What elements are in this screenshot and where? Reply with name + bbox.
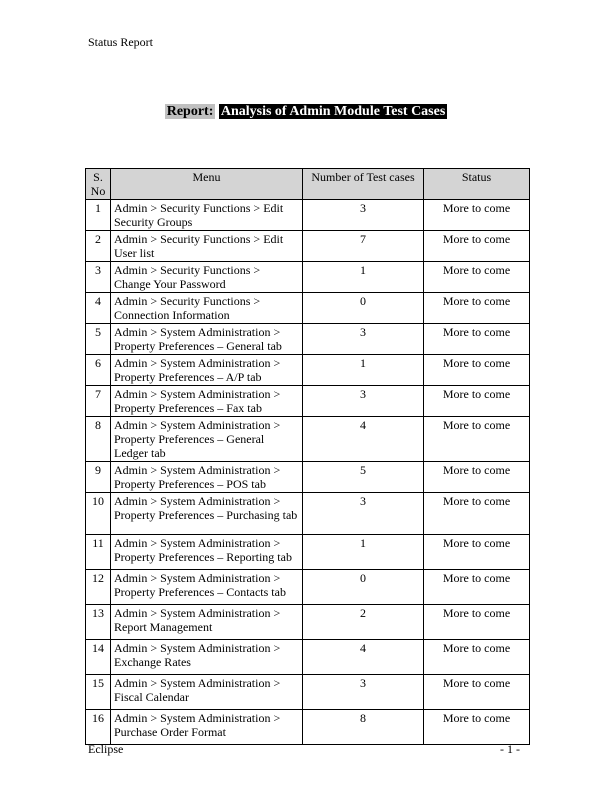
cell-status: More to come: [424, 640, 530, 675]
table-row: [86, 324, 530, 355]
cell-status: More to come: [424, 605, 530, 640]
cell-sno: 10: [86, 493, 111, 535]
cell-sno: 3: [86, 262, 111, 293]
cell-count: 5: [303, 462, 424, 493]
cell-sno: 15: [86, 675, 111, 710]
cell-menu: Admin > Security Functions > Connection Information: [111, 293, 303, 324]
cell-status: More to come: [424, 710, 530, 745]
cell-status: More to come: [424, 386, 530, 417]
cell-sno: 14: [86, 640, 111, 675]
table-row: [86, 640, 530, 675]
page-header: Status Report: [88, 35, 153, 49]
column-header-sno: S. No: [86, 169, 111, 200]
cell-status: More to come: [424, 293, 530, 324]
table-row: [86, 417, 530, 462]
report-label: Report:: [166, 104, 214, 119]
table-row: [86, 293, 530, 324]
cell-count: 8: [303, 710, 424, 745]
cell-sno: 9: [86, 462, 111, 493]
cell-sno: 5: [86, 324, 111, 355]
cell-status: More to come: [424, 535, 530, 570]
cell-sno: 16: [86, 710, 111, 745]
table-row: [86, 710, 530, 745]
cell-count: 3: [303, 200, 424, 231]
cell-status: More to come: [424, 200, 530, 231]
cell-count: 4: [303, 417, 424, 462]
cell-status: More to come: [424, 675, 530, 710]
cell-menu: Admin > Security Functions > Change Your Password: [111, 262, 303, 293]
column-header-menu: Menu: [111, 169, 303, 200]
cell-menu: Admin > System Administration > Property Preferences – POS tab: [111, 462, 303, 493]
cell-count: 3: [303, 386, 424, 417]
column-header-count: Number of Test cases: [303, 169, 424, 200]
table-row: [86, 535, 530, 570]
cell-status: More to come: [424, 462, 530, 493]
cell-status: More to come: [424, 324, 530, 355]
cell-sno: 6: [86, 355, 111, 386]
cell-count: 2: [303, 605, 424, 640]
cell-sno: 7: [86, 386, 111, 417]
table-row: [86, 462, 530, 493]
cell-status: More to come: [424, 570, 530, 605]
cell-count: 0: [303, 570, 424, 605]
cell-sno: 2: [86, 231, 111, 262]
cell-status: More to come: [424, 262, 530, 293]
cell-status: More to come: [424, 417, 530, 462]
cell-menu: Admin > Security Functions > Edit User list: [111, 231, 303, 262]
table-row: [86, 231, 530, 262]
report-title: [0, 104, 612, 120]
table-row: [86, 386, 530, 417]
cell-count: 3: [303, 324, 424, 355]
cell-count: 1: [303, 262, 424, 293]
cell-count: 1: [303, 535, 424, 570]
cell-menu: Admin > System Administration > Property Preferences – Fax tab: [111, 386, 303, 417]
cell-sno: 11: [86, 535, 111, 570]
test-cases-table: [85, 168, 530, 745]
cell-menu: Admin > System Administration > Property Preferences – General Ledger tab: [111, 417, 303, 462]
cell-menu: Admin > System Administration > Property Preferences – General tab: [111, 324, 303, 355]
cell-count: 3: [303, 675, 424, 710]
cell-menu: Admin > System Administration > Property Preferences – Reporting tab: [111, 535, 303, 570]
page-number: - 1 -: [500, 742, 520, 756]
table-header-row: [86, 169, 530, 200]
cell-sno: 12: [86, 570, 111, 605]
table-row: [86, 493, 530, 535]
cell-count: 7: [303, 231, 424, 262]
cell-sno: 8: [86, 417, 111, 462]
footer-company: Eclipse: [88, 742, 124, 756]
cell-count: 1: [303, 355, 424, 386]
cell-menu: Admin > System Administration > Report Management: [111, 605, 303, 640]
cell-menu: Admin > System Administration > Property Preferences – Purchasing tab: [111, 493, 303, 535]
cell-sno: 4: [86, 293, 111, 324]
cell-status: More to come: [424, 355, 530, 386]
column-header-status: Status: [424, 169, 530, 200]
cell-count: 3: [303, 493, 424, 535]
cell-status: More to come: [424, 231, 530, 262]
cell-menu: Admin > System Administration > Exchange Rates: [111, 640, 303, 675]
cell-count: 0: [303, 293, 424, 324]
table-body: [86, 200, 530, 745]
table-row: [86, 570, 530, 605]
table-row: [86, 605, 530, 640]
cell-count: 4: [303, 640, 424, 675]
cell-sno: 13: [86, 605, 111, 640]
cell-menu: Admin > System Administration > Property Preferences – A/P tab: [111, 355, 303, 386]
cell-menu: Admin > Security Functions > Edit Security Groups: [111, 200, 303, 231]
table-row: [86, 355, 530, 386]
table-row: [86, 262, 530, 293]
cell-status: More to come: [424, 493, 530, 535]
cell-menu: Admin > System Administration > Fiscal Calendar: [111, 675, 303, 710]
table-row: [86, 200, 530, 231]
cell-menu: Admin > System Administration > Property Preferences – Contacts tab: [111, 570, 303, 605]
report-title-text: Analysis of Admin Module Test Cases: [220, 104, 446, 119]
table-row: [86, 675, 530, 710]
cell-menu: Admin > System Administration > Purchase Order Format: [111, 710, 303, 745]
cell-sno: 1: [86, 200, 111, 231]
